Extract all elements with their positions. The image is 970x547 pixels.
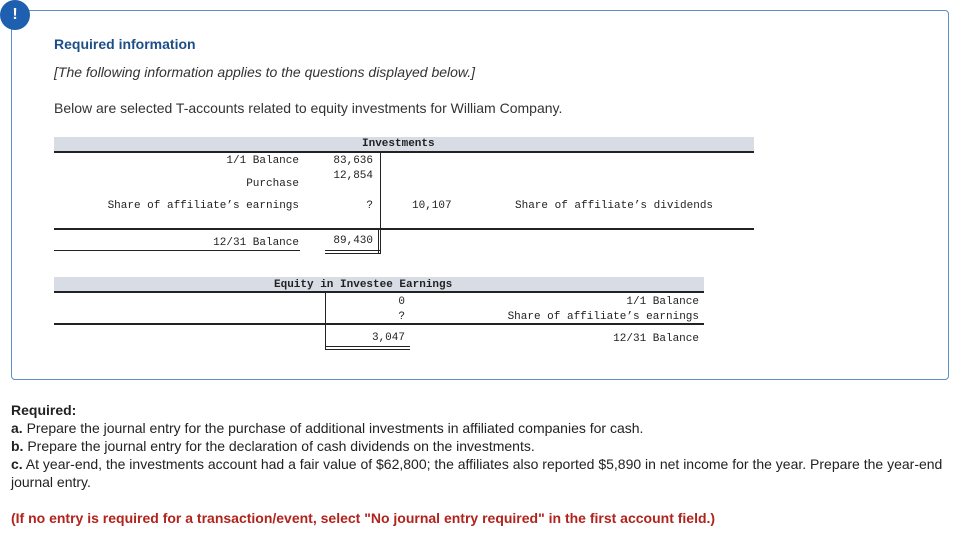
required-item-c: c. At year-end, the investments account had a fair value of $62,800; the affiliates also reported $5,890 in net income for the year. Prepare the year-end journal entry. [11, 456, 943, 490]
required-item-b: b. Prepare the journal entry for the declaration of cash dividends on the investments. [11, 438, 535, 454]
required-item-a: a. Prepare the journal entry for the purchase of additional investments in affiliated companies for cash. [11, 420, 644, 436]
inv-value-share-earnings: ? [366, 200, 373, 212]
equity-label-balance-jan1: 1/1 Balance [626, 296, 699, 308]
required-information-title: Required information [54, 36, 196, 52]
equity-label-share-earnings: Share of affiliate’s earnings [507, 311, 699, 323]
no-entry-note: (If no entry is required for a transaction/event, select "No journal entry required" in the first account field.) [11, 510, 716, 526]
inv-value-dividends: 10,107 [412, 200, 452, 212]
inv-value-balance-jan1: 83,636 [333, 155, 373, 167]
intro-text: Below are selected T-accounts related to equity investments for William Company. [54, 100, 563, 116]
inv-label-balance-dec31: 12/31 Balance [213, 237, 299, 249]
equity-value-balance-dec31: 3,047 [371, 332, 405, 344]
equity-label-balance-dec31: 12/31 Balance [613, 333, 699, 345]
investments-title: Investments [362, 138, 435, 150]
inv-label-share-earnings: Share of affiliate’s earnings [107, 200, 299, 212]
equity-title: Equity in Investee Earnings [274, 279, 453, 291]
inv-label-dividends: Share of affiliate’s dividends [515, 200, 714, 212]
equity-value-share-earnings: ? [398, 311, 405, 323]
info-note: [The following information applies to the questions displayed below.] [54, 64, 476, 80]
required-section [11, 401, 956, 491]
inv-value-purchase: 12,854 [333, 170, 373, 182]
equity-value-balance-jan1: 0 [398, 296, 405, 308]
required-heading: Required: [11, 402, 77, 418]
inv-label-balance-jan1: 1/1 Balance [226, 155, 299, 167]
alert-icon: ! [0, 0, 30, 30]
inv-value-balance-dec31: 89,430 [333, 235, 373, 247]
inv-label-purchase: Purchase [246, 178, 299, 190]
